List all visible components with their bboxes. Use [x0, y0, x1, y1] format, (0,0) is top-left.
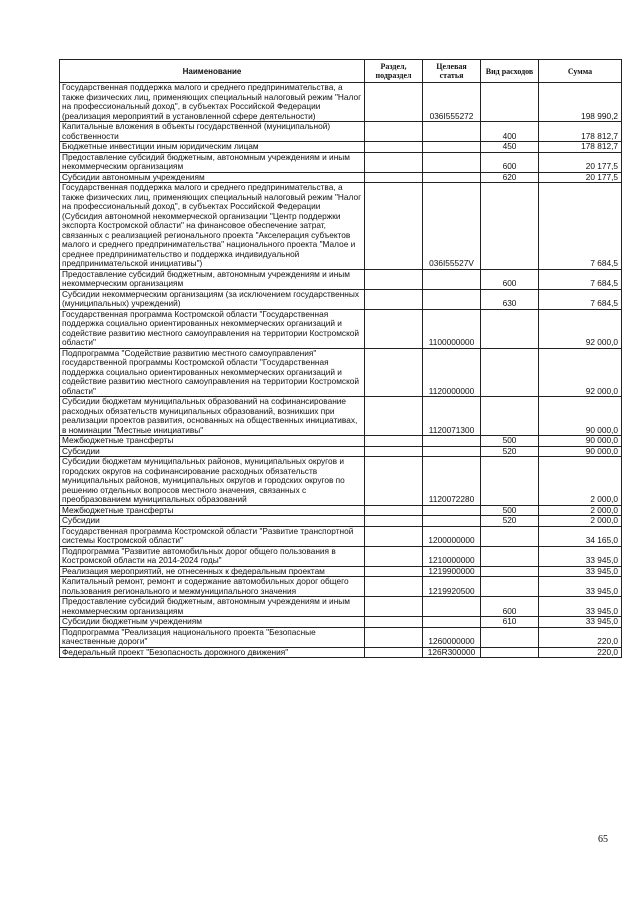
- cell-section: [365, 142, 423, 153]
- cell-kind: [481, 83, 539, 122]
- cell-name: Субсидии некоммерческим организациям (за исключением государственных (муниципальных) учреждений): [60, 289, 365, 309]
- cell-sum: 92 000,0: [539, 348, 622, 397]
- cell-target: [423, 516, 481, 527]
- cell-kind: 400: [481, 122, 539, 142]
- header-kind: Вид расходов: [481, 60, 539, 83]
- cell-sum: 33 945,0: [539, 546, 622, 566]
- cell-kind: 450: [481, 142, 539, 153]
- cell-sum: 33 945,0: [539, 577, 622, 597]
- cell-target: [423, 122, 481, 142]
- cell-target: 1200000000: [423, 526, 481, 546]
- cell-sum: 34 165,0: [539, 526, 622, 546]
- cell-kind: 610: [481, 617, 539, 628]
- cell-name: Капитальный ремонт, ремонт и содержание автомобильных дорог общего пользования регионального и межмуниципального значения: [60, 577, 365, 597]
- table-row: [60, 348, 622, 397]
- cell-target: [423, 446, 481, 457]
- cell-sum: 2 000,0: [539, 516, 622, 527]
- header-section: Раздел, подраздел: [365, 60, 423, 83]
- cell-section: [365, 269, 423, 289]
- cell-name: Федеральный проект "Безопасность дорожного движения": [60, 647, 365, 658]
- cell-target: [423, 617, 481, 628]
- cell-target: 1219920500: [423, 577, 481, 597]
- cell-section: [365, 597, 423, 617]
- cell-section: [365, 516, 423, 527]
- table-body: [60, 83, 622, 658]
- cell-kind: [481, 457, 539, 506]
- cell-target: [423, 152, 481, 172]
- cell-sum: 7 684,5: [539, 269, 622, 289]
- table-row: [60, 309, 622, 348]
- cell-section: [365, 397, 423, 436]
- cell-target: 036I55527V: [423, 183, 481, 270]
- table-row: [60, 566, 622, 577]
- cell-kind: 520: [481, 446, 539, 457]
- cell-name: Субсидии: [60, 516, 365, 527]
- cell-section: [365, 627, 423, 647]
- cell-section: [365, 83, 423, 122]
- cell-kind: [481, 526, 539, 546]
- cell-sum: 2 000,0: [539, 457, 622, 506]
- cell-name: Подпрограмма "Реализация национального проекта "Безопасные качественные дороги": [60, 627, 365, 647]
- cell-target: 036I555272: [423, 83, 481, 122]
- cell-sum: 2 000,0: [539, 505, 622, 516]
- cell-kind: [481, 647, 539, 658]
- cell-sum: 33 945,0: [539, 597, 622, 617]
- cell-target: 1260000000: [423, 627, 481, 647]
- cell-section: [365, 289, 423, 309]
- cell-section: [365, 566, 423, 577]
- table-row: [60, 289, 622, 309]
- cell-kind: 600: [481, 269, 539, 289]
- cell-kind: [481, 546, 539, 566]
- cell-target: 1120000000: [423, 348, 481, 397]
- table-row: [60, 183, 622, 270]
- cell-section: [365, 546, 423, 566]
- cell-name: Предоставление субсидий бюджетным, автономным учреждениям и иным некоммерческим организациям: [60, 269, 365, 289]
- cell-name: Субсидии: [60, 446, 365, 457]
- table-row: [60, 152, 622, 172]
- header-name: Наименование: [60, 60, 365, 83]
- cell-name: Государственная поддержка малого и среднего предпринимательства, а также физических лиц, применяющих специальный налоговый режим "Налог на профессиональный доход", в субъектах Российской Федерации (Субсидия автономной некоммерческой организации "Центр поддержки экспорта Костромской области" на финансовое обеспечение затрат, связанных с реализацией регионального проекта "Акселерация субъектов малого и среднего предпринимательства" национального проекта "Малое и среднее предпринимательство и поддержка индивидуальной предпринимательской инициативы"): [60, 183, 365, 270]
- cell-name: Бюджетные инвестиции иным юридическим лицам: [60, 142, 365, 153]
- cell-sum: 220,0: [539, 647, 622, 658]
- cell-kind: 500: [481, 505, 539, 516]
- table-row: [60, 546, 622, 566]
- cell-sum: 33 945,0: [539, 566, 622, 577]
- cell-name: Капитальные вложения в объекты государственной (муниципальной) собственности: [60, 122, 365, 142]
- table-row: [60, 597, 622, 617]
- table-row: [60, 436, 622, 447]
- cell-target: [423, 142, 481, 153]
- cell-sum: 33 945,0: [539, 617, 622, 628]
- table-row: [60, 627, 622, 647]
- cell-section: [365, 647, 423, 658]
- cell-target: [423, 436, 481, 447]
- cell-kind: [481, 183, 539, 270]
- cell-sum: 7 684,5: [539, 183, 622, 270]
- cell-kind: 520: [481, 516, 539, 527]
- cell-target: [423, 597, 481, 617]
- cell-name: Государственная программа Костромской области "Развитие транспортной системы Костромской области": [60, 526, 365, 546]
- cell-section: [365, 152, 423, 172]
- table-row: [60, 647, 622, 658]
- table-row: [60, 446, 622, 457]
- cell-section: [365, 505, 423, 516]
- cell-sum: 20 177,5: [539, 152, 622, 172]
- cell-target: 126R300000: [423, 647, 481, 658]
- cell-target: 1100000000: [423, 309, 481, 348]
- cell-kind: [481, 627, 539, 647]
- budget-table: [59, 59, 622, 658]
- cell-section: [365, 446, 423, 457]
- cell-kind: [481, 348, 539, 397]
- cell-section: [365, 457, 423, 506]
- cell-sum: 220,0: [539, 627, 622, 647]
- table-row: [60, 617, 622, 628]
- page-number: 65: [598, 834, 608, 845]
- cell-name: Предоставление субсидий бюджетным, автономным учреждениям и иным некоммерческим организациям: [60, 597, 365, 617]
- cell-section: [365, 617, 423, 628]
- cell-name: Межбюджетные трансферты: [60, 436, 365, 447]
- cell-name: Межбюджетные трансферты: [60, 505, 365, 516]
- cell-sum: 90 000,0: [539, 446, 622, 457]
- cell-kind: [481, 309, 539, 348]
- table-row: [60, 83, 622, 122]
- cell-sum: 20 177,5: [539, 172, 622, 183]
- cell-sum: 178 812,7: [539, 122, 622, 142]
- cell-target: [423, 289, 481, 309]
- cell-name: Подпрограмма "Развитие автомобильных дорог общего пользования в Костромской области на 2014-2024 годы": [60, 546, 365, 566]
- table-row: [60, 577, 622, 597]
- cell-sum: 7 684,5: [539, 289, 622, 309]
- cell-sum: 92 000,0: [539, 309, 622, 348]
- cell-sum: 178 812,7: [539, 142, 622, 153]
- table-row: [60, 526, 622, 546]
- cell-target: 1210000000: [423, 546, 481, 566]
- cell-kind: 620: [481, 172, 539, 183]
- cell-section: [365, 348, 423, 397]
- table-row: [60, 457, 622, 506]
- table-row: [60, 142, 622, 153]
- cell-name: Реализация мероприятий, не отнесенных к федеральным проектам: [60, 566, 365, 577]
- cell-target: 1120071300: [423, 397, 481, 436]
- cell-sum: 90 000,0: [539, 436, 622, 447]
- cell-kind: 630: [481, 289, 539, 309]
- cell-name: Субсидии автономным учреждениям: [60, 172, 365, 183]
- cell-section: [365, 436, 423, 447]
- table-row: [60, 172, 622, 183]
- cell-name: Подпрограмма "Содействие развитию местного самоуправления" государственной программы Костромской области "Государственная поддержка социально ориентированных некоммерческих организаций и содействие развитию местного самоуправления на территории Костромской области": [60, 348, 365, 397]
- cell-name: Государственная программа Костромской области "Государственная поддержка социально ориентированных некоммерческих организаций и содействие развитию местного самоуправления на территории Костромской области": [60, 309, 365, 348]
- table-row: [60, 122, 622, 142]
- cell-kind: 600: [481, 152, 539, 172]
- cell-section: [365, 172, 423, 183]
- cell-target: 1219900000: [423, 566, 481, 577]
- cell-name: Государственная поддержка малого и среднего предпринимательства, а также физических лиц, применяющих специальный налоговый режим "Налог на профессиональный доход", в субъектах Российской Федерации (реализация мероприятий в установленной сфере деятельности): [60, 83, 365, 122]
- cell-target: 1120072280: [423, 457, 481, 506]
- header-sum: Сумма: [539, 60, 622, 83]
- cell-section: [365, 577, 423, 597]
- table-row: [60, 516, 622, 527]
- header-target: Целевая статья: [423, 60, 481, 83]
- cell-name: Субсидии бюджетам муниципальных районов, муниципальных округов и городских округов на софинансирование расходных обязательств муниципальных районов, муниципальных округов и городских округов по решению отдельных вопросов местного значения, связанных с преобразованием муниципальных образований: [60, 457, 365, 506]
- cell-section: [365, 526, 423, 546]
- cell-name: Предоставление субсидий бюджетным, автономным учреждениям и иным некоммерческим организациям: [60, 152, 365, 172]
- cell-sum: 90 000,0: [539, 397, 622, 436]
- cell-kind: 500: [481, 436, 539, 447]
- table-row: [60, 505, 622, 516]
- cell-sum: 198 990,2: [539, 83, 622, 122]
- cell-target: [423, 269, 481, 289]
- cell-kind: [481, 397, 539, 436]
- cell-kind: [481, 577, 539, 597]
- cell-section: [365, 309, 423, 348]
- cell-name: Субсидии бюджетам муниципальных образований на софинансирование расходных обязательств муниципальных образований, возникших при реализации проектов развития, основанных на общественных инициативах, в номинации "Местные инициативы": [60, 397, 365, 436]
- table-row: [60, 269, 622, 289]
- cell-target: [423, 505, 481, 516]
- cell-section: [365, 183, 423, 270]
- cell-target: [423, 172, 481, 183]
- cell-kind: [481, 566, 539, 577]
- table-header-row: [60, 60, 622, 83]
- cell-kind: 600: [481, 597, 539, 617]
- cell-name: Субсидии бюджетным учреждениям: [60, 617, 365, 628]
- cell-section: [365, 122, 423, 142]
- table-row: [60, 397, 622, 436]
